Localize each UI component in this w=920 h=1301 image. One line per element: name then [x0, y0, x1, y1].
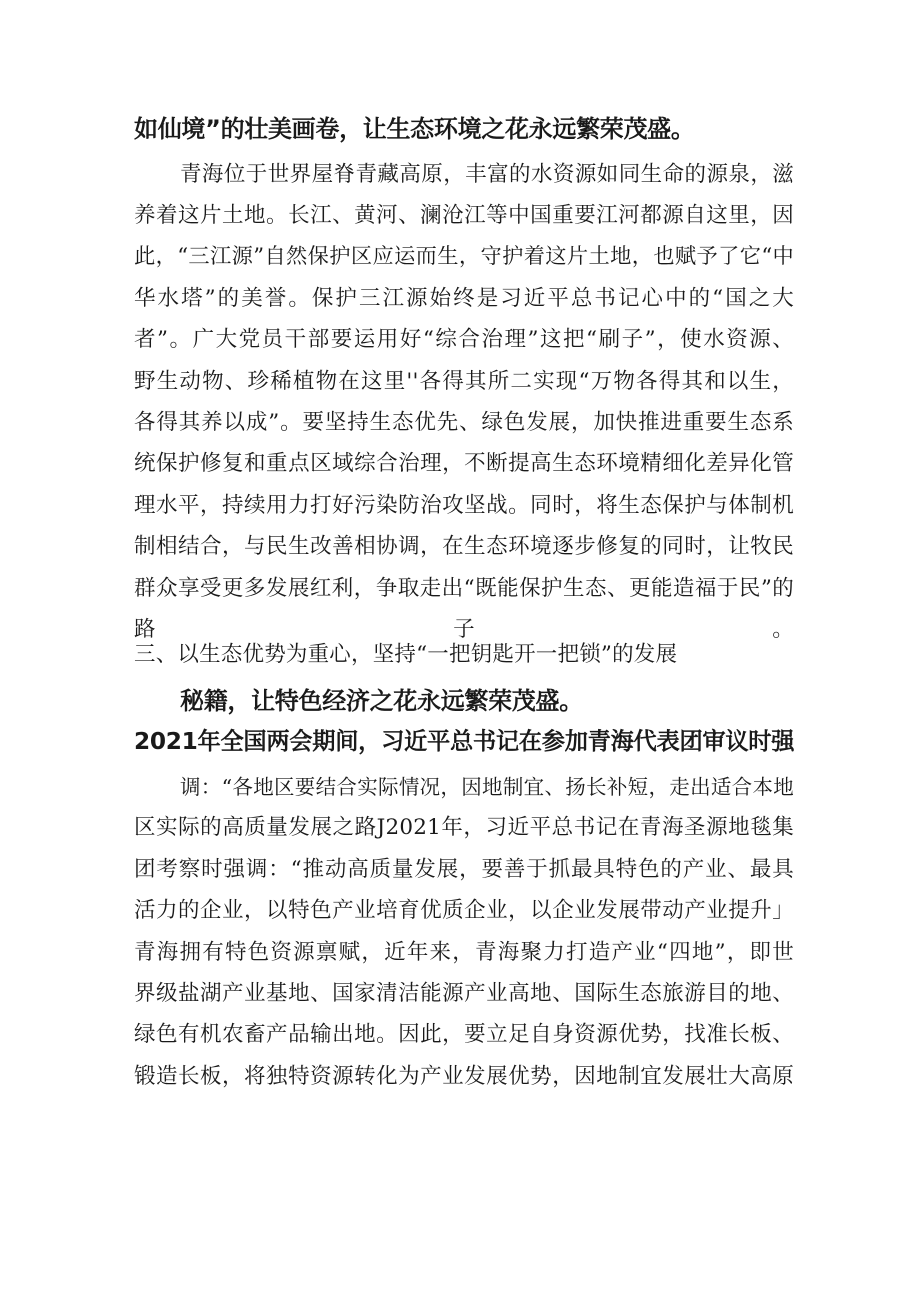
paragraph-line: 界级盐湖产业基地、国家清洁能源产业高地、国际生态旅游目的地、: [134, 981, 794, 1006]
paragraph-line: 华水塔”的美誉。保护三江源始终是习近平总书记心中的“国之大: [134, 286, 794, 311]
paragraph-line: 理水平，持续用力打好污染防治攻坚战。同时，将生态保护与体制机: [134, 493, 794, 518]
paragraph-line: 区实际的高质量发展之路J2021年，习近平总书记在青海圣源地毯集: [134, 815, 794, 840]
paragraph-line: 者”。广大党员干部要运用好“综合治理”这把“刷子”，使水资源、: [134, 327, 794, 352]
paragraph-line: 群众享受更多发展红利，争取走出“既能保护生态、更能造福于民”的: [134, 576, 794, 601]
paragraph-line: 活力的企业，以特色产业培育优质企业，以企业发展带动产业提升」: [134, 898, 794, 923]
paragraph-line: 锻造长板，将独特资源转化为产业发展优势，因地制宜发展壮大高原: [134, 1064, 794, 1089]
paragraph-line: 青海拥有特色资源禀赋，近年来，青海聚力打造产业“四地”，即世: [134, 940, 794, 965]
paragraph-line: 团考察时强调：“推动高质量发展，要善于抓最具特色的产业、最具: [134, 857, 794, 882]
paragraph-line: 各得其养以成”。要坚持生态优先、绿色发展，加快推进重要生态系: [134, 410, 794, 435]
paragraph-line: 绿色有机农畜产品输出地。因此，要立足自身资源优势，找准长板、: [134, 1022, 794, 1047]
section-heading: 秘籍，让特色经济之花永远繁荣茂盛。: [180, 687, 583, 715]
section-heading-continuation: 如仙境”的壮美画卷，让生态环境之花永远繁荣茂盛。: [134, 115, 695, 143]
paragraph-line: 制相结合，与民生改善相协调，在生态环境逐步修复的同时，让牧民: [134, 534, 794, 559]
paragraph-line: 调：“各地区要结合实际情况，因地制宜、扬长补短，走出适合本地: [180, 775, 794, 799]
paragraph-line: 青海位于世界屋脊青藏高原，丰富的水资源如同生命的源泉，滋: [180, 162, 794, 187]
paragraph-line: 统保护修复和重点区域综合治理，不断提高生态环境精细化差异化管: [134, 451, 794, 476]
section-heading: 2021年全国两会期间，习近平总书记在参加青海代表团审议时强: [134, 728, 795, 755]
paragraph-line: 路子。: [134, 617, 794, 642]
paragraph-line: 野生动物、珍稀植物在这里''各得其所二实现“万物各得其和以生，: [134, 369, 794, 394]
paragraph-line: 养着这片土地。长江、黄河、澜沧江等中国重要江河都源自这里，因: [134, 203, 794, 228]
paragraph-line: 三、以生态优势为重心，坚持“一把钥匙开一把锁”的发展: [134, 642, 678, 667]
paragraph-line: 此，“三江源”自然保护区应运而生，守护着这片土地，也赋予了它“中: [134, 244, 794, 269]
